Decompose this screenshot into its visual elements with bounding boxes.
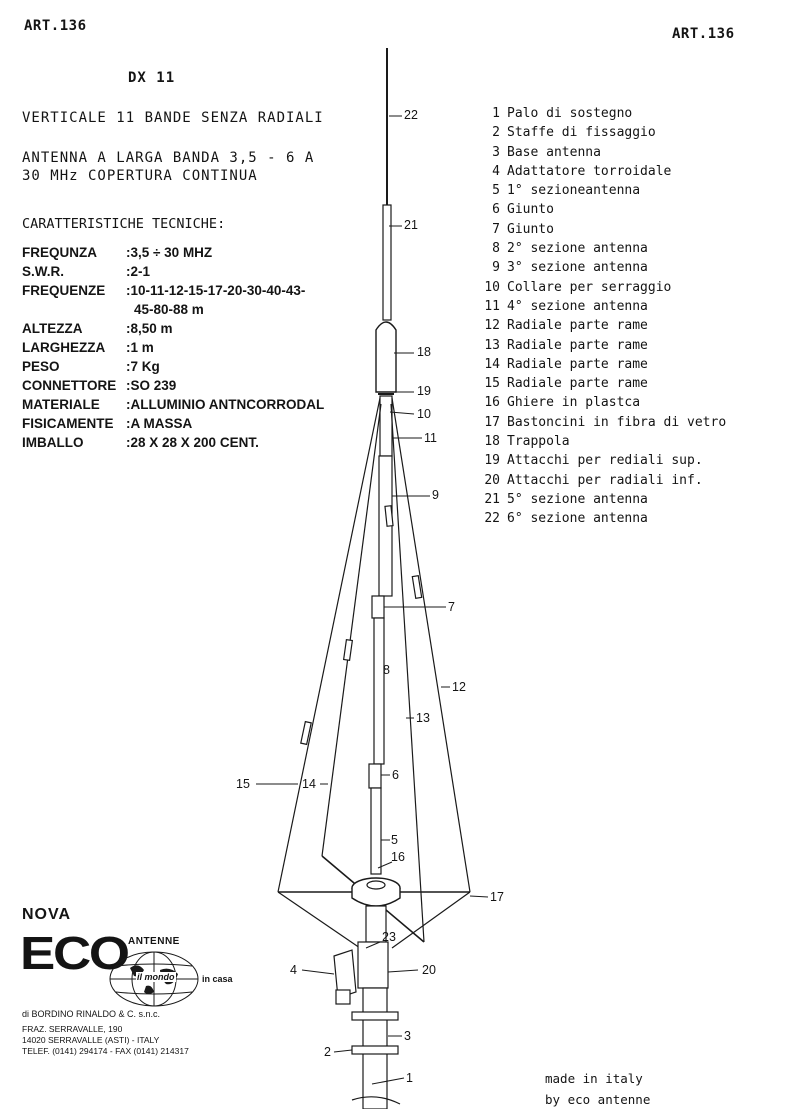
callout-9: 9 xyxy=(432,488,439,502)
spec-value: :28 X 28 X 200 CENT. xyxy=(126,435,259,450)
callout-13: 13 xyxy=(416,711,430,725)
callout-16: 16 xyxy=(391,850,405,864)
spec-value: :3,5 ÷ 30 MHZ xyxy=(126,245,213,260)
brand-nova: NOVA xyxy=(22,906,72,923)
callout-15: 15 xyxy=(236,777,250,791)
spec-label: FREQUENZE xyxy=(22,283,106,298)
joint-6 xyxy=(369,764,381,788)
list-item: 3 Base antenna xyxy=(492,144,601,160)
spec-label: MATERIALE xyxy=(22,397,100,412)
subtitle: VERTICALE 11 BANDE SENZA RADIALI xyxy=(22,110,324,126)
list-item: 18 Trappola xyxy=(484,434,570,450)
spec-label: S.W.R. xyxy=(22,264,65,279)
spec-value: :7 Kg xyxy=(126,359,160,374)
list-item: 4 Adattatore torroidale xyxy=(492,163,672,179)
list-item: 10 Collare per serraggio xyxy=(484,279,672,295)
description-line-2: 30 MHz COPERTURA CONTINUA xyxy=(22,168,258,184)
clamp-upper xyxy=(352,1012,398,1020)
list-item: 15 Radiale parte rame xyxy=(484,376,648,392)
specs-title: CARATTERISTICHE TECNICHE: xyxy=(22,216,226,232)
brand-eco-logo: ECO xyxy=(20,927,128,979)
description-line-1: ANTENNA A LARGA BANDA 3,5 - 6 A xyxy=(22,150,315,166)
trap xyxy=(376,322,396,392)
antenna-2nd-section xyxy=(374,618,384,764)
company-phone: TELEF. (0141) 294174 - FAX (0141) 214317 xyxy=(22,1046,189,1056)
model-name: DX 11 xyxy=(128,70,176,86)
brand-mondo: il mondo xyxy=(137,972,175,982)
spec-value: :2-1 xyxy=(126,264,151,279)
list-item: 19 Attacchi per rediali sup. xyxy=(484,453,703,469)
footer-made-in: made in italy xyxy=(545,1071,643,1086)
callout-14: 14 xyxy=(302,777,316,791)
radial-wire-12 xyxy=(392,398,470,892)
list-item: 13 Radiale parte rame xyxy=(484,337,648,353)
callout-3: 3 xyxy=(404,1029,411,1043)
antenna-1st-section xyxy=(371,788,381,874)
spec-label: PESO xyxy=(22,359,60,374)
callout-5: 5 xyxy=(391,833,398,847)
radial-wire-15 xyxy=(278,398,380,892)
spec-value: :1 m xyxy=(126,340,154,355)
spec-label: FREQUNZA xyxy=(22,245,97,260)
spec-label: LARGHEZZA xyxy=(22,340,106,355)
list-item: 6 Giunto xyxy=(492,202,554,218)
spec-value: 45-80-88 m xyxy=(134,302,204,317)
footer-by: by eco antenne xyxy=(545,1092,651,1107)
list-item: 21 5° sezione antenna xyxy=(484,491,648,507)
art-number-left: ART.136 xyxy=(24,18,87,34)
antenna-5th-section xyxy=(383,205,391,320)
spec-label: FISICAMENTE xyxy=(22,416,114,431)
list-item: 11 4° sezione antenna xyxy=(484,298,648,314)
callout-8: 8 xyxy=(383,663,390,677)
callout-1: 1 xyxy=(406,1071,413,1085)
spec-label: ALTEZZA xyxy=(22,321,83,336)
list-item: 1 Palo di sostegno xyxy=(492,106,633,121)
callout-11: 11 xyxy=(424,431,437,445)
callout-20: 20 xyxy=(422,963,436,977)
list-item: 9 3° sezione antenna xyxy=(492,260,648,276)
callout-23: 23 xyxy=(382,930,396,944)
antenna-4th-section xyxy=(380,396,392,456)
spec-label: CONNETTORE xyxy=(22,378,117,393)
company-address-1: FRAZ. SERRAVALLE, 190 xyxy=(22,1024,123,1034)
callout-18: 18 xyxy=(417,345,431,359)
callout-10: 10 xyxy=(417,407,431,421)
callout-7: 7 xyxy=(448,600,455,614)
spec-value: :SO 239 xyxy=(126,378,177,393)
callout-12: 12 xyxy=(452,680,466,694)
list-item: 16 Ghiere in plastca xyxy=(484,395,641,411)
callout-2: 2 xyxy=(324,1045,331,1059)
callout-6: 6 xyxy=(392,768,399,782)
callout-17: 17 xyxy=(490,890,504,904)
spec-value: :ALLUMINIO ANTNCORRODAL xyxy=(126,397,325,412)
list-item: 2 Staffe di fissaggio xyxy=(492,125,656,141)
callout-19: 19 xyxy=(417,384,431,398)
callout-4: 4 xyxy=(290,963,297,977)
spec-value: :8,50 m xyxy=(126,321,173,336)
list-item: 5 1° sezioneantenna xyxy=(492,183,641,199)
brand-in-casa: in casa xyxy=(202,974,233,984)
joint-7 xyxy=(372,596,384,618)
list-item: 20 Attacchi per radiali inf. xyxy=(484,472,703,488)
art-number-right: ART.136 xyxy=(672,26,735,42)
callout-21: 21 xyxy=(404,218,418,232)
list-item: 17 Bastoncini in fibra di vetro xyxy=(484,414,727,430)
spec-value: :A MASSA xyxy=(126,416,193,431)
clamp-lower xyxy=(352,1046,398,1054)
list-item: 22 6° sezione antenna xyxy=(484,511,648,527)
spec-value: :10-11-12-15-17-20-30-40-43- xyxy=(126,283,306,298)
list-item: 14 Radiale parte rame xyxy=(484,356,648,372)
spec-label: IMBALLO xyxy=(22,435,84,450)
list-item: 12 Radiale parte rame xyxy=(484,318,648,334)
callout-22: 22 xyxy=(404,108,418,122)
brand-antenne: ANTENNE xyxy=(128,936,180,947)
company-address-2: 14020 SERRAVALLE (ASTI) - ITALY xyxy=(22,1035,160,1045)
list-item: 8 2° sezione antenna xyxy=(492,241,648,257)
base-antenna xyxy=(358,942,388,988)
company-name: di BORDINO RINALDO & C. s.n.c. xyxy=(22,1009,161,1019)
list-item: 7 Giunto xyxy=(492,221,554,237)
